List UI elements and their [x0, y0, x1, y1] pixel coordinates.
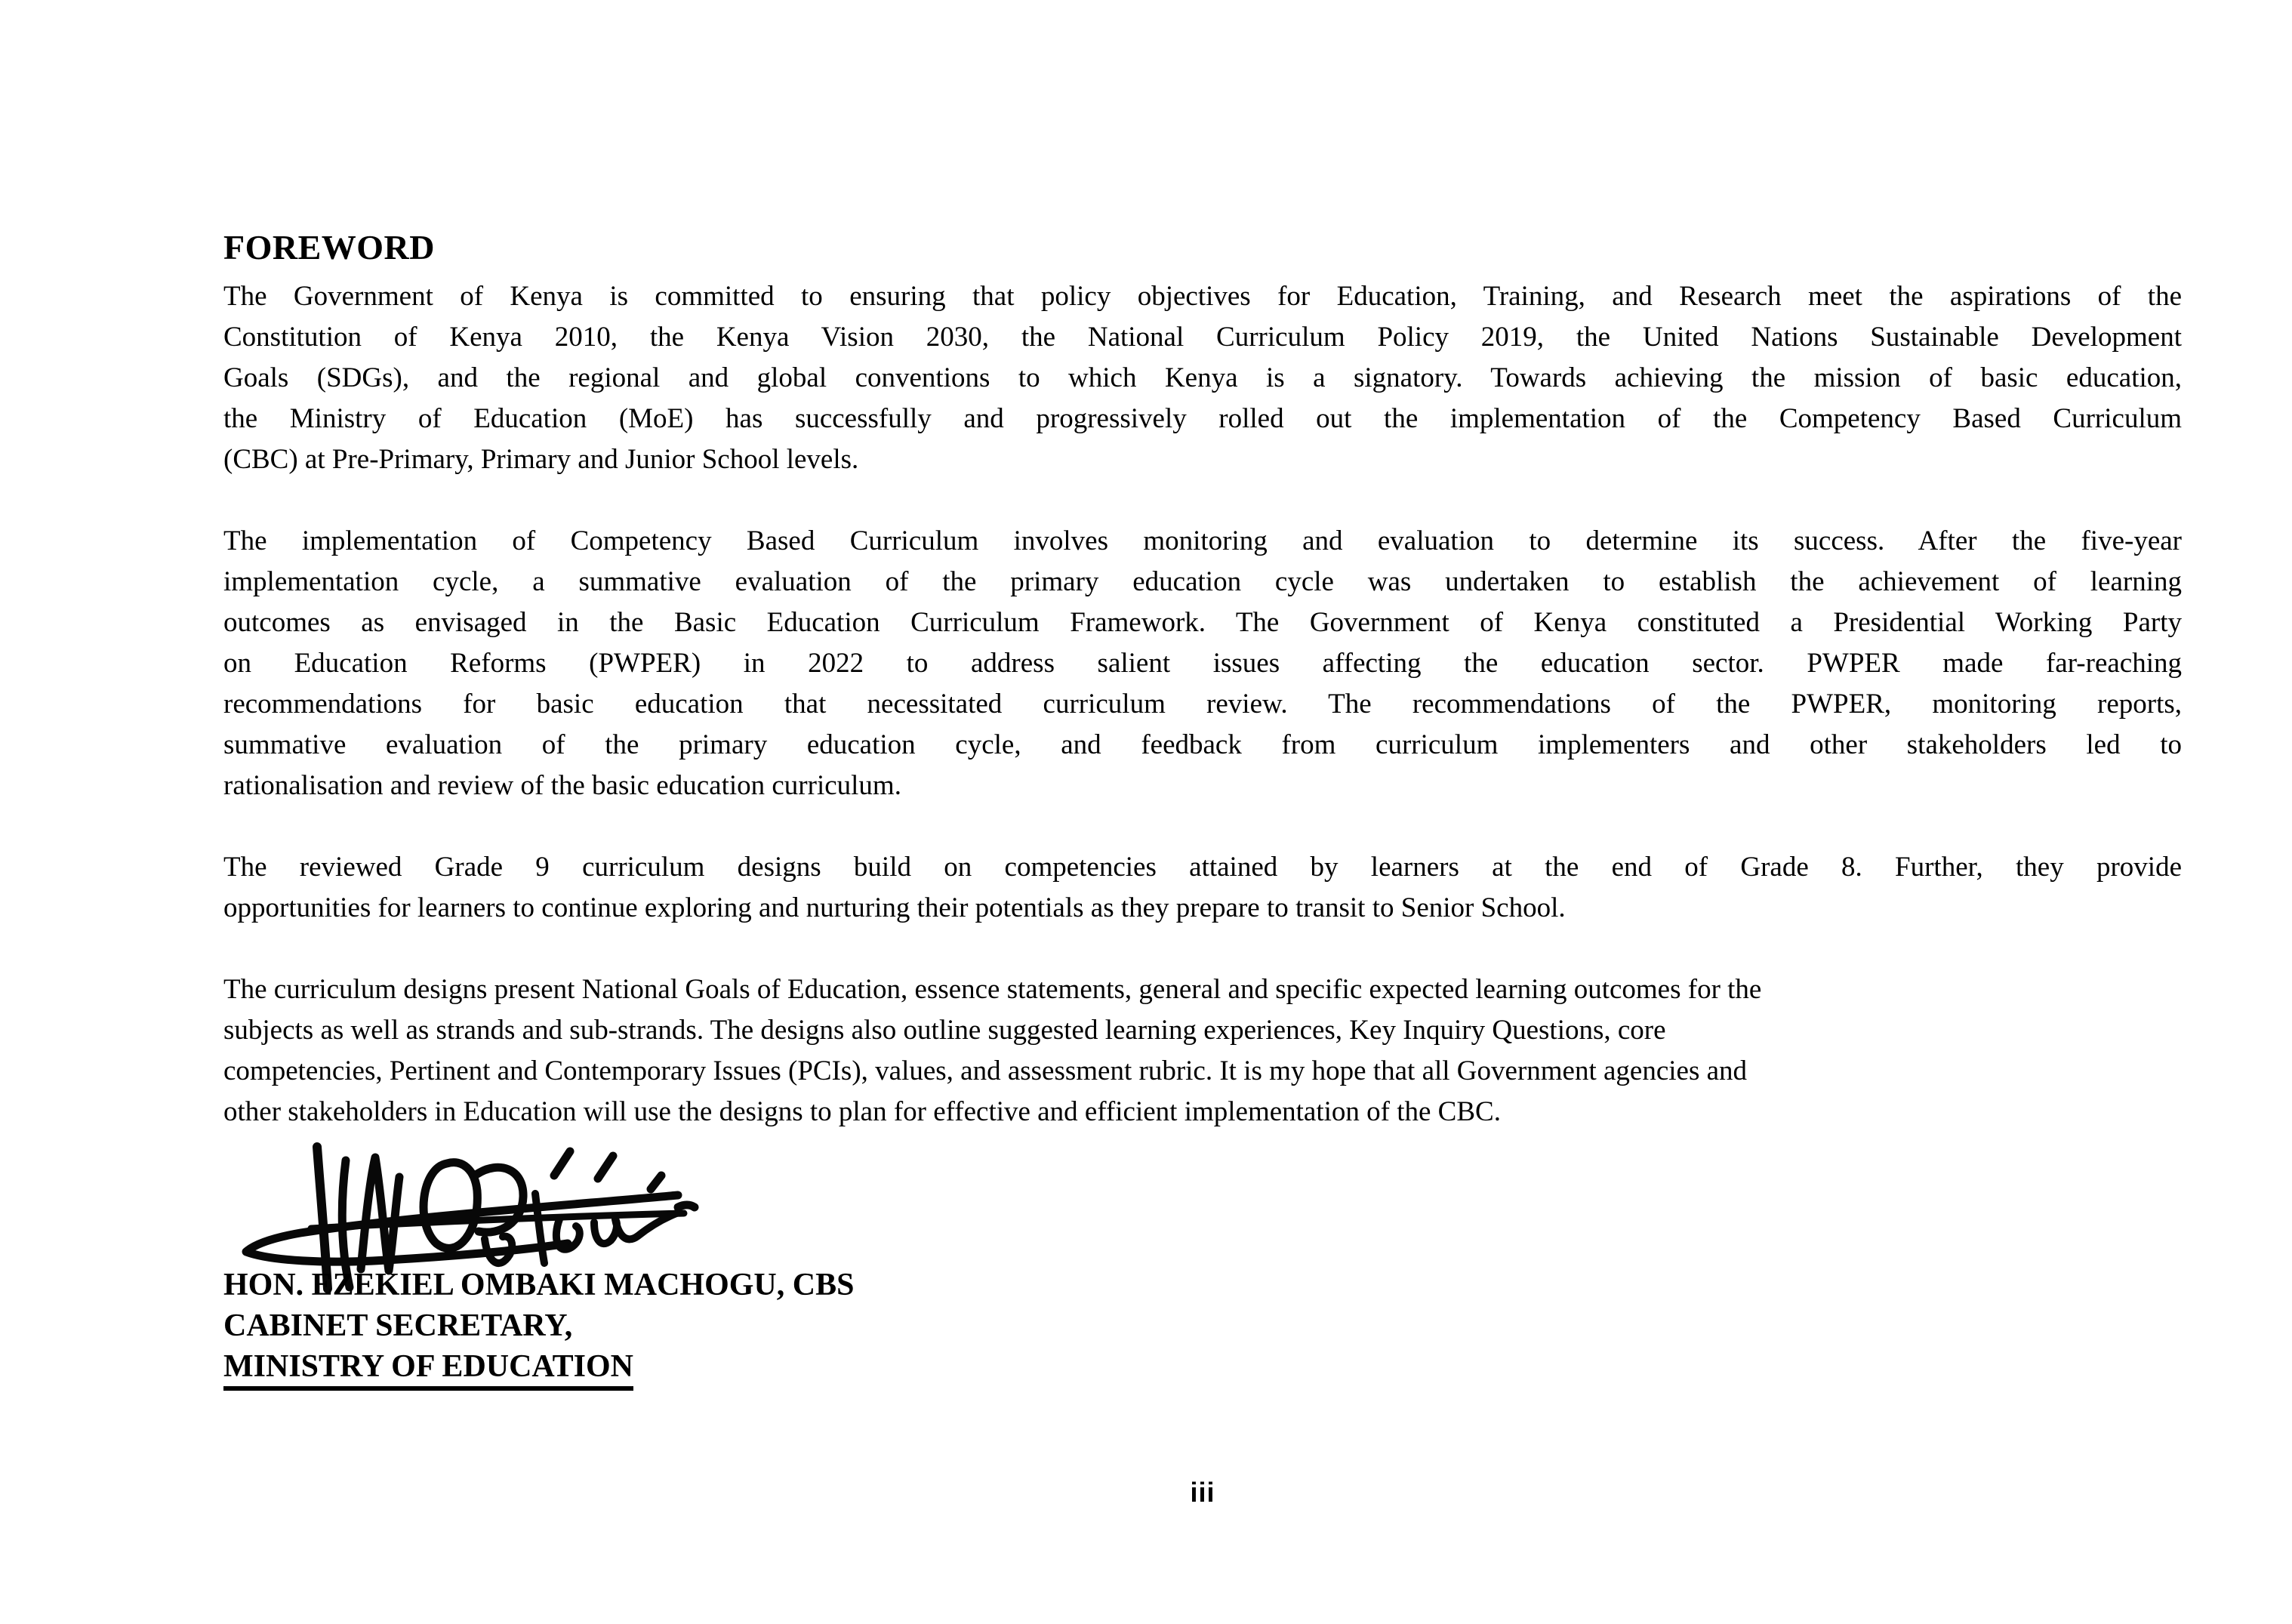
text-line: on Education Reforms (PWPER) in 2022 to address salient issues affecting the education sector. PWPER made far-reaching	[223, 648, 2182, 679]
text-line: rationalisation and review of the basic education curriculum.	[223, 770, 901, 801]
text-line: The Government of Kenya is committed to ensuring that policy objectives for Education, Training, and Research meet the aspirations of the	[223, 281, 2182, 312]
page-number: iii	[1190, 1477, 1215, 1508]
text-line: The reviewed Grade 9 curriculum designs build on competencies attained by learners at the end of Grade 8. Further, they provide	[223, 852, 2182, 883]
signatory-block	[223, 1265, 2182, 1387]
text-line: implementation cycle, a summative evaluation of the primary education cycle was undertaken to establish the achievement of learning	[223, 566, 2182, 597]
text-line: opportunities for learners to continue exploring and nurturing their potentials as they prepare to transit to Senior School.	[223, 892, 1566, 923]
text-line: The implementation of Competency Based Curriculum involves monitoring and evaluation to determine its success. After the five-year	[223, 525, 2182, 556]
text-line: recommendations for basic education that necessitated curriculum review. The recommendations of the PWPER, monitoring reports,	[223, 689, 2182, 720]
paragraph	[223, 847, 2182, 929]
paragraph	[223, 969, 2182, 1132]
text-line: (CBC) at Pre-Primary, Primary and Junior School levels.	[223, 444, 859, 475]
text-line: summative evaluation of the primary education cycle, and feedback from curriculum implementers and other stakeholders led to	[223, 729, 2182, 760]
foreword-title: FOREWORD	[223, 228, 435, 267]
signature-block	[223, 1139, 2182, 1260]
text-line: Constitution of Kenya 2010, the Kenya Vision 2030, the National Curriculum Policy 2019, the United Nations Sustainable Development	[223, 322, 2182, 353]
signatory-name: HON. EZEKIEL OMBAKI MACHOGU, CBS	[223, 1268, 855, 1302]
text-line: outcomes as envisaged in the Basic Education Curriculum Framework. The Government of Kenya constituted a Presidential Working Party	[223, 607, 2182, 638]
paragraph	[223, 521, 2182, 806]
text-line: the Ministry of Education (MoE) has successfully and progressively rolled out the implementation of the Competency Based Curriculum	[223, 403, 2182, 434]
paragraph	[223, 276, 2182, 480]
text-line: subjects as well as strands and sub-strands. The designs also outline suggested learning experiences, Key Inquiry Questions, core	[223, 1015, 1666, 1046]
signatory-organisation: MINISTRY OF EDUCATION	[223, 1350, 633, 1391]
text-line: Goals (SDGs), and the regional and global conventions to which Kenya is a signatory. Towards achieving the mission of basic education,	[223, 362, 2182, 393]
text-line: other stakeholders in Education will use the designs to plan for effective and efficient implementation of the CBC.	[223, 1096, 1501, 1127]
page-content	[223, 226, 2182, 1387]
text-line: The curriculum designs present National Goals of Education, essence statements, general and specific expected learning outcomes for the	[223, 974, 1762, 1005]
signatory-role: CABINET SECRETARY,	[223, 1308, 573, 1343]
text-line: competencies, Pertinent and Contemporary Issues (PCIs), values, and assessment rubric. It is my hope that all Government agencies and	[223, 1055, 1748, 1086]
